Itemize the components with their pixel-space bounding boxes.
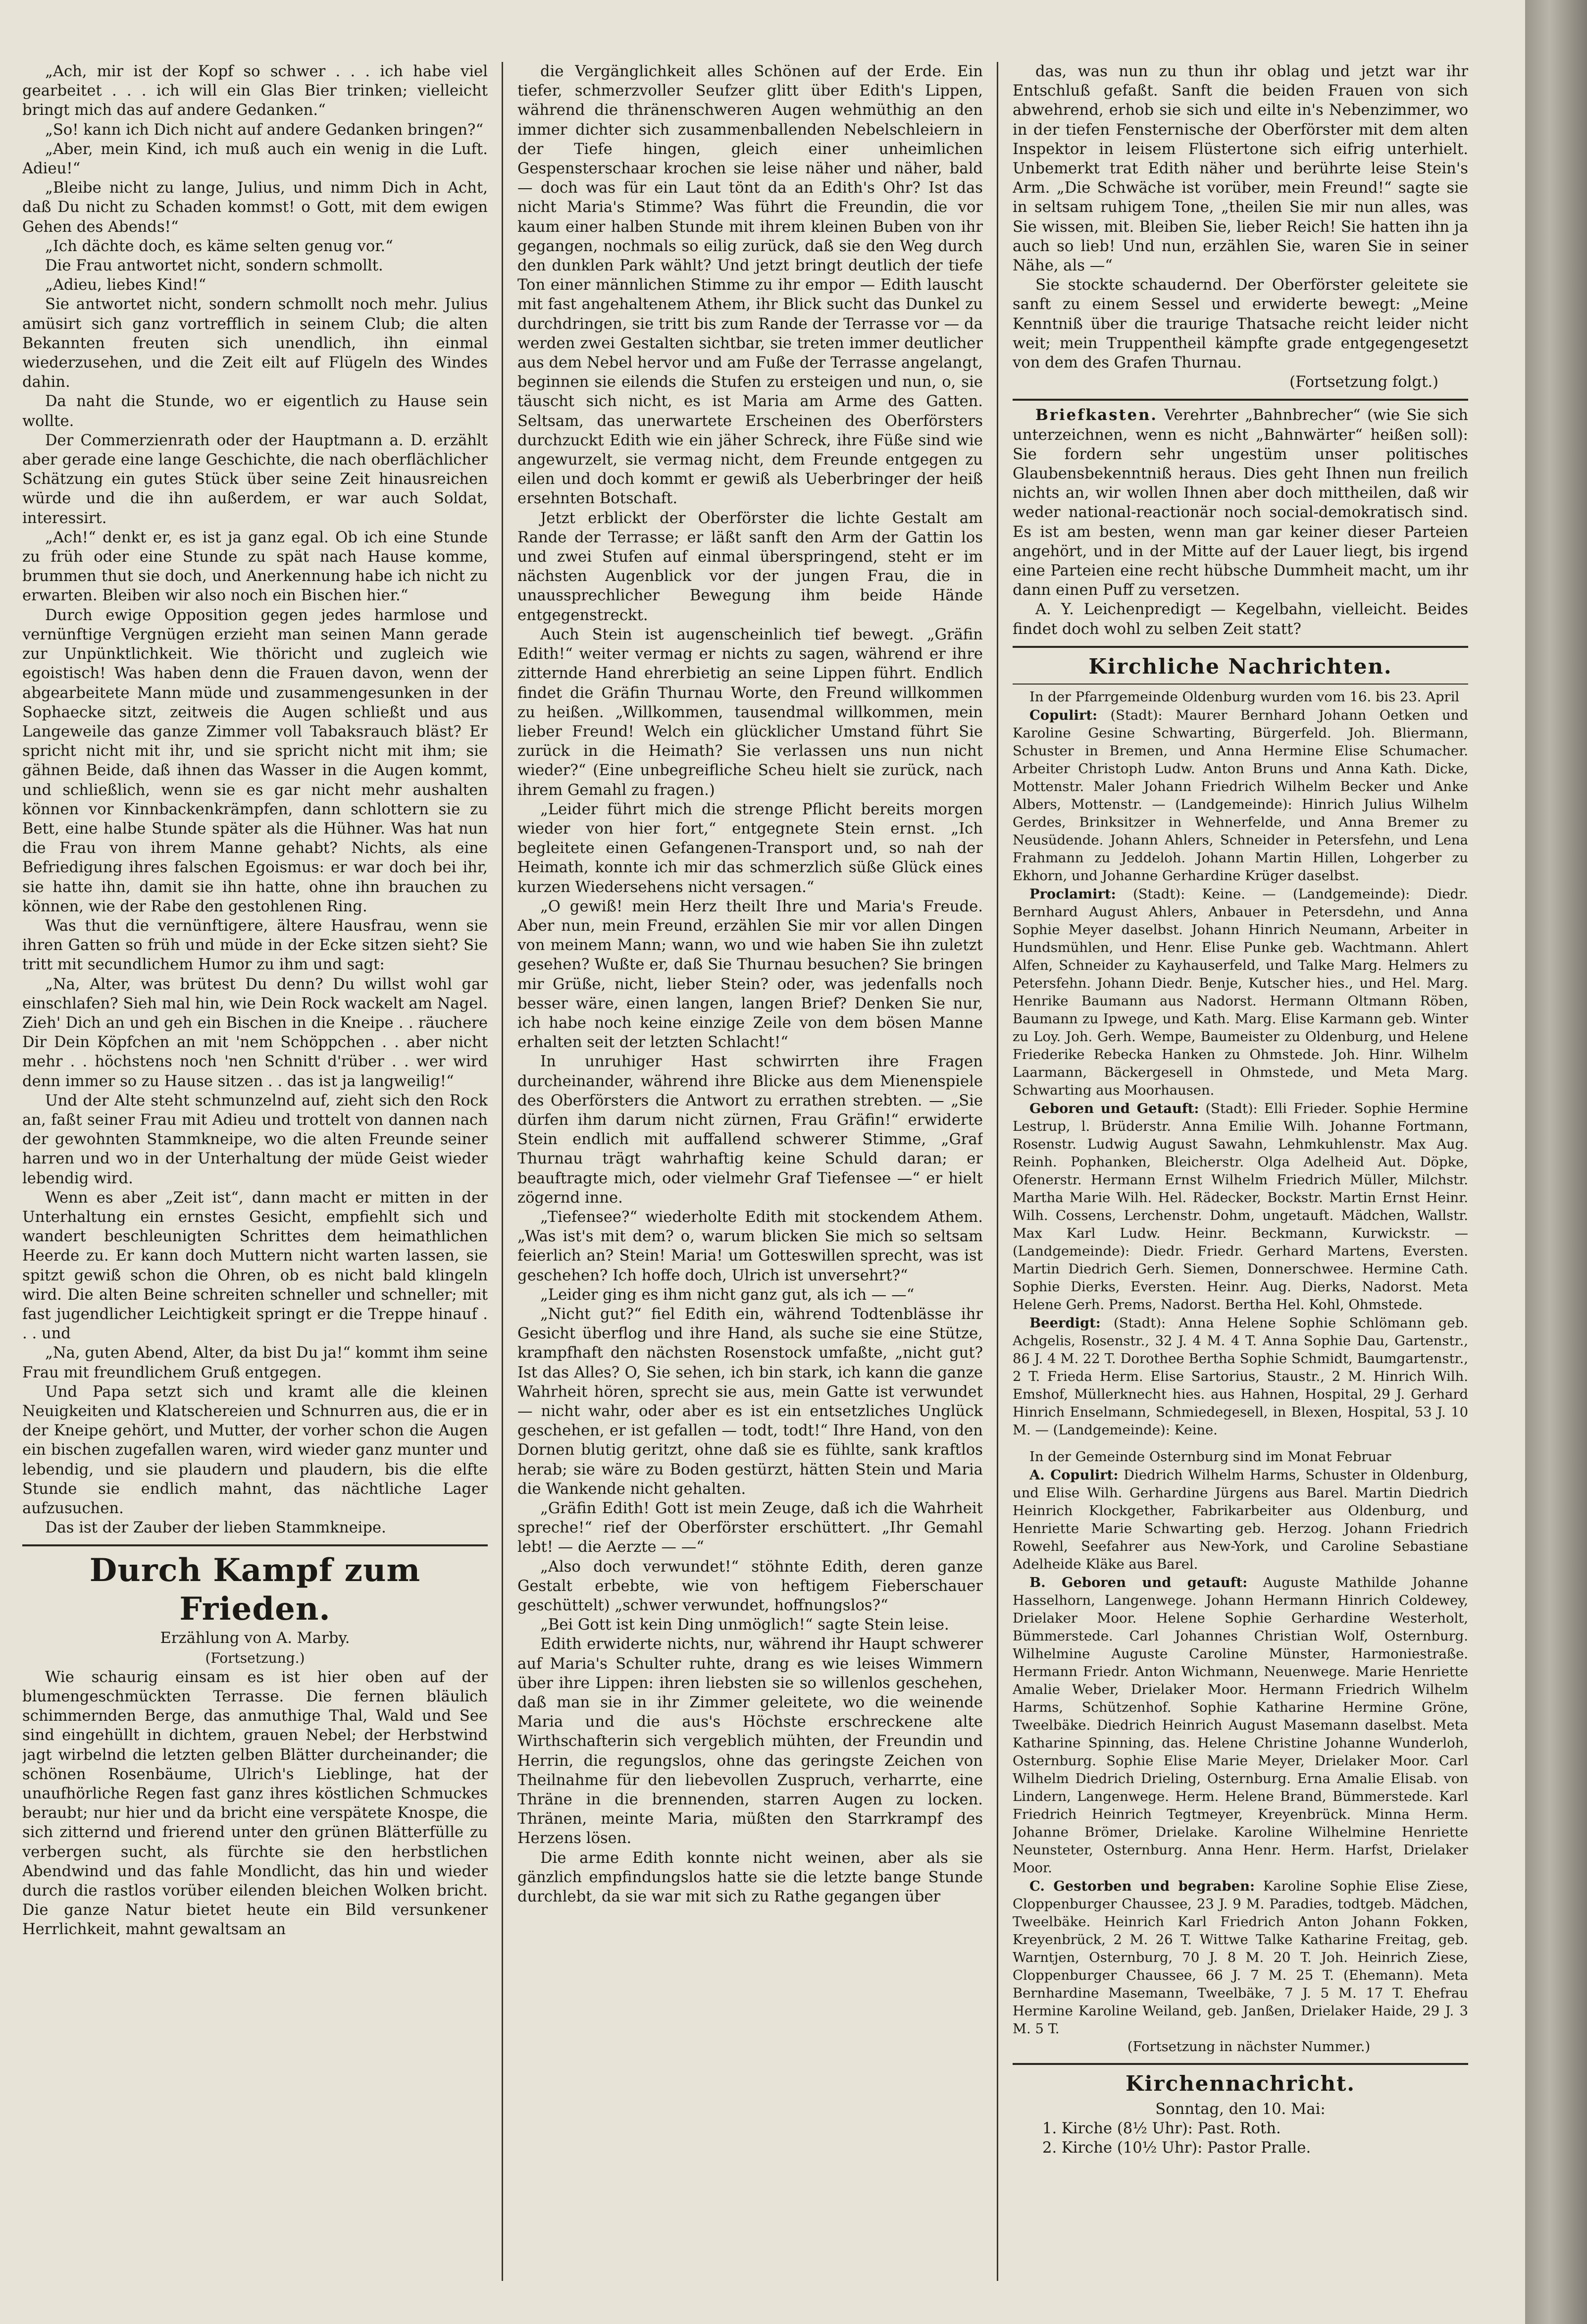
- column-rule: [502, 62, 503, 2281]
- serial-to-be-continued: (Fortsetzung folgt.): [1289, 373, 1438, 391]
- column-1: [22, 62, 488, 2281]
- church-record-text: (Stadt): Keine. — (Landgemeinde): Diedr. Bernhard August Ahlers, Anbauer in Petersdehn, und Anna Sophie Meyer daselbst. Johann Hinrich Neumann, Arbeiter in Hundsmühlen, und Henr. Elise Punke geb. Wachtmann. Ahlert Alfen, Schneider zu Kayhauserfeld, und Talke Marg. Helmers zu Petersfehn. Johann Diedr. Benje, Kutscher hies., und Hel. Marg. Henrike Baumann aus Nadorst. Hermann Oltmann Röben, Baumann zu Ipwege, und Kath. Marg. Elise Karmann geb. Winter zu Loy. Joh. Gerh. Wempe, Baumeister zu Oldenburg, und Helene Friederike Rebecka Hanken zu Ohmstede. Joh. Hinr. Wilhelm Laarmann, Bäckergesell in Ohmstede, und Meta Marg. Schwarting aus Moorhausen.: [1013, 886, 1468, 1098]
- story-paragraph: Und Papa setzt sich und kramt alle die kleinen Neuigkeiten und Klatschereien und Schnurren aus, die er in der Kneipe gehört, und Mutter, der vorher schon die Augen ein bischen zugefallen waren, wird wieder ganz munter und lebendig, und sie plaudern und plaudern, bis die elfte Stunde sie endlich mahnt, das nächtliche Lager aufzusuchen.: [22, 1383, 488, 1518]
- church-news-title: Kirchliche Nachrichten.: [1088, 654, 1392, 679]
- story-paragraph: Durch ewige Opposition gegen jedes harmlose und vernünftige Vergnügen erzieht man seinen Mann gerade zur Unpünktlichkeit. Wie thöricht und zugleich wie egoistisch! Was haben denn die Frauen davon, wenn der abgearbeitete Mann müde und zusammengesunken in der Sophaecke sitzt, zeitweis die Augen schließt und aus Langeweile das ganze Zimmer voll Tabaksrauch bläst? Er spricht nicht mit ihr, und sie spricht nicht mit ihm; sie gähnen Beide, daß ihnen das Wasser in die Augen kommt, und schließlich, wenn sie es gar nicht mehr aushalten können vor Kinnbackenkrämpfen, dann schlottern sie zu Bett, eine halbe Stunde später als die Hühner. Was hat nun die Frau von ihrem Manne gehabt? Nichts, als eine Befriedigung ihres falschen Egoismus: er war doch bei ihr, sie hatte ihn, damit sie ihn hatte, ohne ihn brauchen zu können, wie der Rabe den gestohlenen Ring.: [22, 606, 488, 915]
- church-service-title: Kirchennachricht.: [1125, 2071, 1356, 2096]
- church-record-text: Diedrich Wilhelm Harms, Schuster in Oldenburg, und Elise Wilh. Gerhardine Jürgens aus Barel. Martin Diedrich Heinrich Klockgether, Fabrikarbeiter aus Oldenburg, und Henriette Marie Schwarting geb. Herzog. Johann Friedrich Rowehl, Seefahrer aus New-York, und Caroline Sebastiane Adelheide Kläke aus Barel.: [1013, 1467, 1468, 1572]
- briefkasten-answer: A. Y. Leichenpredigt — Kegelbahn, vielleicht. Beides findet doch wohl zu selben Zeit statt?: [1013, 601, 1468, 638]
- newspaper-page: [22, 62, 1500, 2281]
- church-service-list: [1013, 2119, 1468, 2158]
- osternburg-sections: [1013, 1466, 1468, 2038]
- story-paragraph: Der Commerzienrath oder der Hauptmann a. D. erzählt aber gerade eine lange Geschichte, die nach oberflächlicher Schätzung ein gutes Stück über seine Zeit hinausreichen würde und die ihn außerdem, er war auch Soldat, interessirt.: [22, 431, 488, 527]
- section-rule-thin: [1013, 684, 1468, 685]
- church-record: [1013, 1100, 1468, 1314]
- column-3: [1013, 62, 1468, 2281]
- serial-paragraph: „Leider ging es ihm nicht ganz gut, als ich — —“: [540, 1286, 915, 1304]
- church-record: [1013, 1466, 1468, 1574]
- section-rule: [1013, 2063, 1468, 2065]
- church-record-text: Auguste Mathilde Johanne Hasselhorn, Langenwege. Johann Hermann Hinrich Coldewey, Drielaker Moor. Helene Sophie Gerhardine Westerholt, Bümmerstede. Carl Johannes Christian Wolf, Osternburg. Wilhelmine Auguste Caroline Münster, Harmoniestraße. Hermann Friedr. Anton Wichmann, Neuenwege. Marie Henriette Amalie Weber, Drielaker Moor. Hermann Friedrich Wilhelm Harms, Schützenhof. Sophie Katharine Hermine Gröne, Tweelbäke. Diedrich Heinrich August Masemann daselbst. Meta Katharine Spinning, das. Helene Christine Johanne Wunderloh, Osternburg. Sophie Elise Marie Meyer, Drielaker Moor. Carl Wilhelm Diedrich Drieling, Osternburg. Erna Amalie Elisab. von Lindern, Langenwege. Herm. Helene Brand, Bümmerstede. Karl Friedrich Heinrich Tegtmeyer, Kreyenbrück. Minna Herm. Johanne Brömer, Drielake. Karoline Wilhelmine Henriette Neunsteter, Osternburg. Anna Henr. Herm. Harfst, Drielaker Moor.: [1013, 1575, 1468, 1876]
- story-paragraph: Da naht die Stunde, wo er eigentlich zu Hause sein wollte.: [22, 393, 488, 430]
- serial-paragraph: „Gräfin Edith! Gott ist mein Zeuge, daß ich die Wahrheit spreche!“ rief der Oberförster erschüttert. „Ihr Gemahl lebt! — die Aerzte — —“: [517, 1500, 983, 1556]
- serial-paragraph: Jetzt erblickt der Oberförster die lichte Gestalt am Rande der Terrasse; er läßt sanft den Arm der Gattin los und zwei Stufen auf einmal überspringend, steht er im nächsten Augenblick vor der jungen Frau, die in unaussprechlicher Bewegung ihm beide Hände entgegenstreckt.: [517, 509, 983, 624]
- church-record-label: B. Geboren und getauft:: [1029, 1574, 1248, 1590]
- section-rule: [1013, 646, 1468, 648]
- story-stammkneipe: [22, 62, 488, 1537]
- serial-paragraph: „Tiefensee?“ wiederholte Edith mit stockendem Athem. „Was ist's mit dem? o, warum blicken Sie mich so seltsam feierlich an? Stein! Maria! um Gotteswillen sprecht, was ist geschehen? Ich hoffe doch, Ulrich ist unversehrt?“: [517, 1208, 983, 1284]
- church-record: [1013, 1314, 1468, 1439]
- church-record: [1013, 1877, 1468, 2038]
- church-service-date: Sonntag, den 10. Mai:: [1155, 2100, 1326, 2118]
- serial-paragraph: Auch Stein ist augenscheinlich tief bewegt. „Gräfin Edith!“ weiter vermag er nichts zu sagen, während er ihre zitternde Hand ehrerbietig an seine Lippen führt. Endlich findet die Gräfin Thurnau Worte, den Freund willkommen zu heißen. „Willkommen, tausendmal willkommen, mein lieber Freund! Welch ein glücklicher Umstand führt Sie zurück in die Heimath? Sie verlassen uns nun nicht wieder?“ (Eine unbegreifliche Scheu hielt sie zurück, nach ihrem Gemahl zu fragen.): [517, 626, 983, 799]
- church-record-text: (Stadt): Elli Frieder. Sophie Hermine Lestrup, l. Brüderstr. Anna Emilie Wilh. Johanne Fortmann, Rosenstr. Ludwig August Sawahn, Lehmkuhlenstr. Max Aug. Reinh. Pophanken, Bleicherstr. Olga Adelheid Aut. Döpke, Ofenerstr. Hermann Ernst Wilhelm Friedrich Müller, Milchstr. Martha Marie Wilh. Hel. Rädecker, Bockstr. Martin Ernst Heinr. Wilh. Cossens, Lerchenstr. Dohm, ungetauft. Mädchen, Wallstr. Max Karl Ludw. Heinr. Beckmann, Kurwickstr. — (Landgemeinde): Diedr. Friedr. Gerhard Martens, Eversten. Martin Diedrich Gerh. Siemen, Donnerschwee. Hermine Cath. Sophie Dierks, Eversten. Heinr. Aug. Dierks, Nadorst. Meta Helene Gerh. Prems, Nadorst. Bertha Hel. Kohl, Ohmstede.: [1013, 1101, 1468, 1313]
- serial-paragraph: „Bei Gott ist kein Ding unmöglich!“ sagte Stein leise.: [540, 1616, 949, 1634]
- church-service-item: 1. Kirche (8½ Uhr): Past. Roth.: [1042, 2120, 1281, 2138]
- church-record: [1013, 1574, 1468, 1877]
- church-news: [1013, 688, 1468, 2056]
- story-paragraph: „Bleibe nicht zu lange, Julius, und nimm Dich in Acht, daß Du nicht zu Schaden kommst! o Gott, mit dem ewigen Gehen des Abends!“: [22, 179, 488, 236]
- serial-paragraph: „O gewiß! mein Herz theilt Ihre und Maria's Freude. Aber nun, mein Freund, erzählen Sie mir vor allen Dingen von meinem Mann; wann, wo und wie haben Sie ihn zuletzt gesehen? Wußte er, daß Sie Thurnau besuchen? Sie bringen mir Grüße, nicht, lieber Stein? oder, was jedenfalls noch besser wäre, einen langen, langen Brief? Denken Sie nur, ich habe noch keine einzige Zeile von dem bösen Manne erhalten seit der letzten Schlacht!“: [517, 898, 983, 1052]
- serial-title: Durch Kampf zum Frieden.: [89, 1552, 421, 1628]
- briefkasten-label: Briefkasten.: [1035, 406, 1158, 424]
- serial-text-end: [1013, 62, 1468, 372]
- osternburg-intro: In der Gemeinde Osternburg sind im Monat Februar: [1029, 1449, 1391, 1465]
- serial-paragraph: Wie schaurig einsam es ist hier oben auf der blumengeschmückten Terrasse. Die fernen bläulich schimmernden Berge, das anmuthige Thal, Wald und See sind eingehüllt in dichtem, grauen Nebel; der Herbstwind jagt wirbelnd die letzten gelben Blätter durcheinander; die schönen Rosenbäume, Ulrich's Lieblinge, hat der unaufhörliche Regen fast ganz ihres köstlichen Schmuckes beraubt; nur hier und da bricht eine verspätete Knospe, die sich zitternd und frierend unter den grünen Blätterfülle zu verbergen sucht, als fürchte sie den herbstlichen Abendwind und das fahle Mondlicht, das hin und wieder durch die rastlos vorüber eilenden bleichen Wolken bricht. Die ganze Natur bietet heute ein Bild versunkener Herrlichkeit, mahnt gewaltsam an: [22, 1668, 488, 1939]
- story-paragraph: „Ich dächte doch, es käme selten genug vor.“: [45, 237, 393, 255]
- section-rule: [22, 1544, 488, 1546]
- story-paragraph: „Na, guten Abend, Alter, da bist Du ja!“ kommt ihm seine Frau mit freundlichem Gruß entgegen.: [22, 1344, 488, 1381]
- church-record-text: (Stadt): Maurer Bernhard Johann Oetken und Karoline Gesine Schwarting, Bürgerfeld. Joh. Bliermann, Schuster in Bremen, und Anna Hermine Elise Schumacher. Arbeiter Christoph Ludw. Anton Bruns und Anna Kath. Dicke, Mottenstr. Maler Johann Friedrich Wilhelm Becker und Anke Albers, Mottenstr. — (Landgemeinde): Hinrich Julius Wilhelm Gerdes, Brinksitzer in Wehnerfelde, und Anna Bremer zu Neusüdende. Johann Ahlers, Schneider in Petersfehn, und Lena Frahmann zu Jeddeloh. Johann Martin Hillen, Lohgerber zu Ekhorn, und Johanne Gerhardine Krüger daselbst.: [1013, 707, 1468, 884]
- serial-paragraph: In unruhiger Hast schwirrten ihre Fragen durcheinander, während ihre Blicke aus dem Mienenspiele des Oberförsters die Antwort zu errathen strebten. — „Sie dürfen ihm darum nicht zürnen, Frau Gräfin!“ erwiderte Stein endlich mit auffallend schwerer Stimme, „Graf Thurnau trägt wahrhaftig keine Schuld daran; er beauftragte mich, oder vielmehr Graf Tiefensee —“ er hielt zögernd inne.: [517, 1053, 983, 1207]
- story-paragraph: Sie antwortet nicht, sondern schmollt noch mehr. Julius amüsirt sich ganz vortrefflich in seinem Club; die alten Bekannten freuten sich unendlich, ihn einmal wiederzusehen, und die Zeit eilt auf Flügeln des Windes dahin.: [22, 296, 488, 391]
- story-paragraph: „Ach!“ denkt er, es ist ja ganz egal. Ob ich eine Stunde zu früh oder eine Stunde zu spät nach Hause komme, brummen thut sie doch, und Anerkennung habe ich nicht zu erwarten. Bleiben wir also noch ein Bischen hier.“: [22, 528, 488, 605]
- serial-paragraph: die Vergänglichkeit alles Schönen auf der Erde. Ein tiefer, schmerzvoller Seufzer glitt über Edith's Lippen, während die thränenschweren Augen wehmüthig an den immer dichter sich zusammenballenden Nebelschleiern in der Tiefe hingen, gleich einer unheimlichen Gespensterschaar krochen sie leise näher und näher, bald — doch was für ein Laut tönt da an Edith's Ohr? Ist das nicht Maria's Stimme? Was führt die Freundin, die vor kaum einer halben Stunde mit ihrem kleinen Buben von ihr gegangen, nochmals so eilig zurück, daß sie den Weg durch den dunklen Park wählt? Und jetzt bringt deutlich der tiefe Ton einer männlichen Stimme zu ihr empor — Edith lauscht mit fast angehaltenem Athem, ihr Blick sucht das Dunkel zu durchdringen, sie tritt bis zum Rande der Terrasse vor — da werden zwei Gestalten sichtbar, sie treten immer deutlicher aus dem Nebel hervor und am Fuße der Terrasse angelangt, beginnen sie eilends die Stufen zu ersteigen und nun, o, sie täuscht sich nicht, es ist Maria am Arme des Gatten. Seltsam, das unerwartete Erscheinen des Oberförsters durchzuckt Edith wie ein jäher Schreck, ihre Füße sind wie angewurzelt, sie vermag nicht, dem Freunde entgegen zu eilen und doch kommt er gewiß als Ueberbringer der heiß ersehnten Botschaft.: [517, 63, 983, 508]
- story-paragraph: Wenn es aber „Zeit ist“, dann macht er mitten in der Unterhaltung ein ernstes Gesicht, empfiehlt sich und wandert beschleunigten Schrittes dem heimathlichen Heerde zu. Er kann doch Muttern nicht warten lassen, sie spitzt gewiß schon die Ohren, ob es nicht bald klingeln wird. Die alten Beine schreiten schneller und schneller; mit fast jugendlicher Leichtigkeit springt er die Treppe hinauf . . . und: [22, 1189, 488, 1343]
- serial-paragraph: „Leider führt mich die strenge Pflicht bereits morgen wieder von hier fort,“ entgegnete Stein ernst. „Ich begleitete einen Gefangenen-Transport und, so nah der Heimath, konnte ich mir das schmerzlich süße Glück eines kurzen Wiedersehens nicht versagen.“: [517, 800, 983, 896]
- story-paragraph: Und der Alte steht schmunzelnd auf, zieht sich den Rock an, faßt seiner Frau mit Adieu und trottelt von dannen nach der gewohnten Stammkneipe, wo die alten Freunde seiner harren und wo in der Unterhaltung der müde Geist wieder lebendig wird.: [22, 1092, 488, 1187]
- serial-paragraph: „Also doch verwundet!“ stöhnte Edith, deren ganze Gestalt erbebte, wie von heftigem Fieberschauer geschüttelt) „schwer verwundet, hoffnungslos?“: [517, 1558, 983, 1615]
- church-record-label: C. Gestorben und begraben:: [1029, 1878, 1255, 1894]
- story-paragraph: „Na, Alter, was brütest Du denn? Du willst wohl gar einschlafen? Sieh mal hin, wie Dein Rock wackelt am Nagel. Zieh' Dich an und geh ein Bischen in die Kneipe . . räuchere Dir Dein Köpfchen an mit 'nem Schöppchen . . aber nicht mehr . . höchstens noch 'nen Schnitt d'rüber . . wer wird denn immer so zu Hause sitzen . . das ist ja langweilig!“: [22, 975, 488, 1090]
- church-record-text: (Stadt): Anna Helene Sophie Schlömann geb. Achgelis, Rosenstr., 32 J. 4 M. 4 T. Anna Sophie Dau, Gartenstr., 86 J. 4 M. 22 T. Dorothee Bertha Sophie Schmidt, Baumgartenstr., 2 T. Frieda Herm. Elise Sartorius, Staustr., 2 M. Hinrich Wilh. Emshof, Müllerknecht hies. aus Hahnen, Hospital, 29 J. Gerhard Hinrich Enselmann, Schmiedegesell, in Blexen, Hospital, 53 J. 10 M. — (Landgemeinde): Keine.: [1013, 1315, 1468, 1438]
- story-paragraph: Was thut die vernünftigere, ältere Hausfrau, wenn sie ihren Gatten so früh und müde in der Ecke sitzen sieht? Sie tritt mit secundlichem Humor zu ihm und sagt:: [22, 917, 488, 974]
- church-record: [1013, 885, 1468, 1100]
- serial-continuation: (Fortsetzung.): [205, 1649, 305, 1666]
- church-record-label: Copulirt:: [1029, 707, 1098, 723]
- briefkasten: [1013, 406, 1468, 600]
- church-record: [1013, 706, 1468, 885]
- serial-paragraph: das, was nun zu thun ihr oblag und jetzt war ihr Entschluß gefaßt. Sanft die beiden Frauen von sich abwehrend, erhob sie sich und eilte in's Nebenzimmer, wo in der tiefen Fensternische der Oberförster mit dem alten Inspektor in leisem Flüstertone sich eifrig unterhielt. Unbemerkt trat Edith näher und berührte leise Stein's Arm. „Die Schwäche ist vorüber, mein Freund!“ sagte sie in seltsam ruhigem Tone, „theilen Sie mir nun alles, was Sie wissen, mit. Bleiben Sie, lieber Reich! Sie hatten ihn ja auch so lieb! Und nun, erzählen Sie, waren Sie in seiner Nähe, als —“: [1013, 63, 1468, 275]
- church-intro: In der Pfarrgemeinde Oldenburg wurden vom 16. bis 23. April: [1029, 689, 1460, 705]
- story-paragraph: „So! kann ich Dich nicht auf andere Gedanken bringen?“: [45, 121, 484, 139]
- story-paragraph: „Aber, mein Kind, ich muß auch ein wenig in die Luft. Adieu!“: [22, 140, 488, 178]
- osternburg-continuation: (Fortsetzung in nächster Nummer.): [1127, 2039, 1371, 2055]
- serial-text: [22, 1668, 488, 1940]
- story-paragraph: „Adieu, liebes Kind!“: [45, 276, 206, 294]
- church-service-item: 2. Kirche (10½ Uhr): Pastor Pralle.: [1042, 2139, 1311, 2157]
- section-rule: [1013, 399, 1468, 401]
- serial-byline: Erzählung von A. Marby.: [160, 1630, 350, 1647]
- church-record-text: Karoline Sophie Elise Ziese, Cloppenburger Chaussee, 23 J. 9 M. Paradies, todtgeb. Mädchen, Tweelbäke. Heinrich Karl Friedrich Anton Johann Fokken, Kreyenbrück, 2 M. 26 T. Wittwe Talke Katharine Freitag, geb. Warntjen, Osternburg, 70 J. 8 M. 20 T. Joh. Heinrich Ziese, Cloppenburger Chaussee, 66 J. 7 M. 25 T. (Ehemann). Meta Bernhardine Masemann, Tweelbäke, 7 J. 5 M. 17 T. Ehefrau Hermine Karoline Weiland, geb. Janßen, Drielaker Haide, 29 J. 3 M. 5 T.: [1013, 1878, 1468, 2037]
- serial-paragraph: „Nicht gut?“ fiel Edith ein, während Todtenblässe ihr Gesicht überflog und ihre Hand, als suche sie eine Stütze, krampfhaft den nächsten Rosenstock umfaßte, „nicht gut? Ist das Alles? O, Sie sehen, ich bin stark, ich kann die ganze Wahrheit hören, sprecht sie aus, mein Gatte ist verwundet — nicht wahr, oder aber es ist ein entsetzliches Unglück geschehen, er ist gefallen — todt, todt!“ Ihre Hand, von den Dornen blutig geritzt, ohne daß sie es fühlte, sank kraftlos herab; sie wäre zu Boden gestürzt, hätten Stein und Maria die Wankende nicht gehalten.: [517, 1306, 983, 1498]
- column-rule: [997, 62, 998, 2281]
- story-paragraph: „Ach, mir ist der Kopf so schwer . . . ich habe viel gearbeitet . . . ich will ein Glas Bier trinken; vielleicht bringt mich das auf andere Gedanken.“: [22, 63, 488, 119]
- story-paragraph: Das ist der Zauber der lieben Stammkneipe.: [45, 1519, 386, 1537]
- church-record-label: A. Copulirt:: [1029, 1467, 1119, 1483]
- story-paragraph: Die Frau antwortet nicht, sondern schmollt.: [45, 257, 383, 275]
- briefkasten-text: Verehrter „Bahnbrecher“ (wie Sie sich unterzeichnen, wenn es nicht „Bahnwärter“ heißen soll): Sie fordern sehr ungestüm unser politisches Glaubensbekenntniß heraus. Dies geht Ihnen nun freilich nichts an, wir wollen Ihnen aber doch mittheilen, daß wir weder national-reactionär noch social-demokratisch sind. Es ist am besten, wenn man gar keiner dieser Parteien angehört, und in der Mitte auf der Lauer liegt, bis irgend eine Parteien eine recht hübsche Dummheit macht, um ihr dann einen Puff zu versetzen.: [1013, 407, 1468, 599]
- serial-text-continued: [517, 62, 983, 1906]
- page-edge: [1525, 0, 1587, 2324]
- church-record-label: Geboren und Getauft:: [1029, 1100, 1199, 1116]
- serial-paragraph: Edith erwiderte nichts, nur, während ihr Haupt schwerer auf Maria's Schulter ruhte, drang es wie leises Wimmern über ihre Lippen: ihren liebsten sie so willenlos geschehen, daß man sie in ihr Zimmer geleitete, wo die weinende Maria und die aus's Höchste erschreckene alte Wirthschafterin sich vergeblich mühten, der Freundin und Herrin, die regungslos, ohne das geringste Zeichen von Theilnahme für den liebevollen Zuspruch, verharrte, eine Thräne in die brennenden, starren Augen zu locken. Thränen, meinte Maria, müßten den Starrkrampf des Herzens lösen.: [517, 1636, 983, 1848]
- church-sections: [1013, 706, 1468, 1439]
- church-record-label: Proclamirt:: [1029, 886, 1116, 902]
- church-record-label: Beerdigt:: [1029, 1315, 1101, 1331]
- serial-paragraph: Die arme Edith konnte nicht weinen, aber als sie gänzlich empfindungslos hatte sie die letzte bange Stunde durchlebt, da sie war mit sich zu Rathe gegangen über: [517, 1849, 983, 1906]
- serial-paragraph: Sie stockte schaudernd. Der Oberförster geleitete sie sanft zu einem Sessel und erwiderte bewegt: „Meine Kenntniß über die traurige Thatsache reicht leider nicht weit; mein Truppentheil kämpfte grade entgegengesetzt von dem des Grafen Thurnau.: [1013, 276, 1468, 372]
- column-2: [517, 62, 983, 2281]
